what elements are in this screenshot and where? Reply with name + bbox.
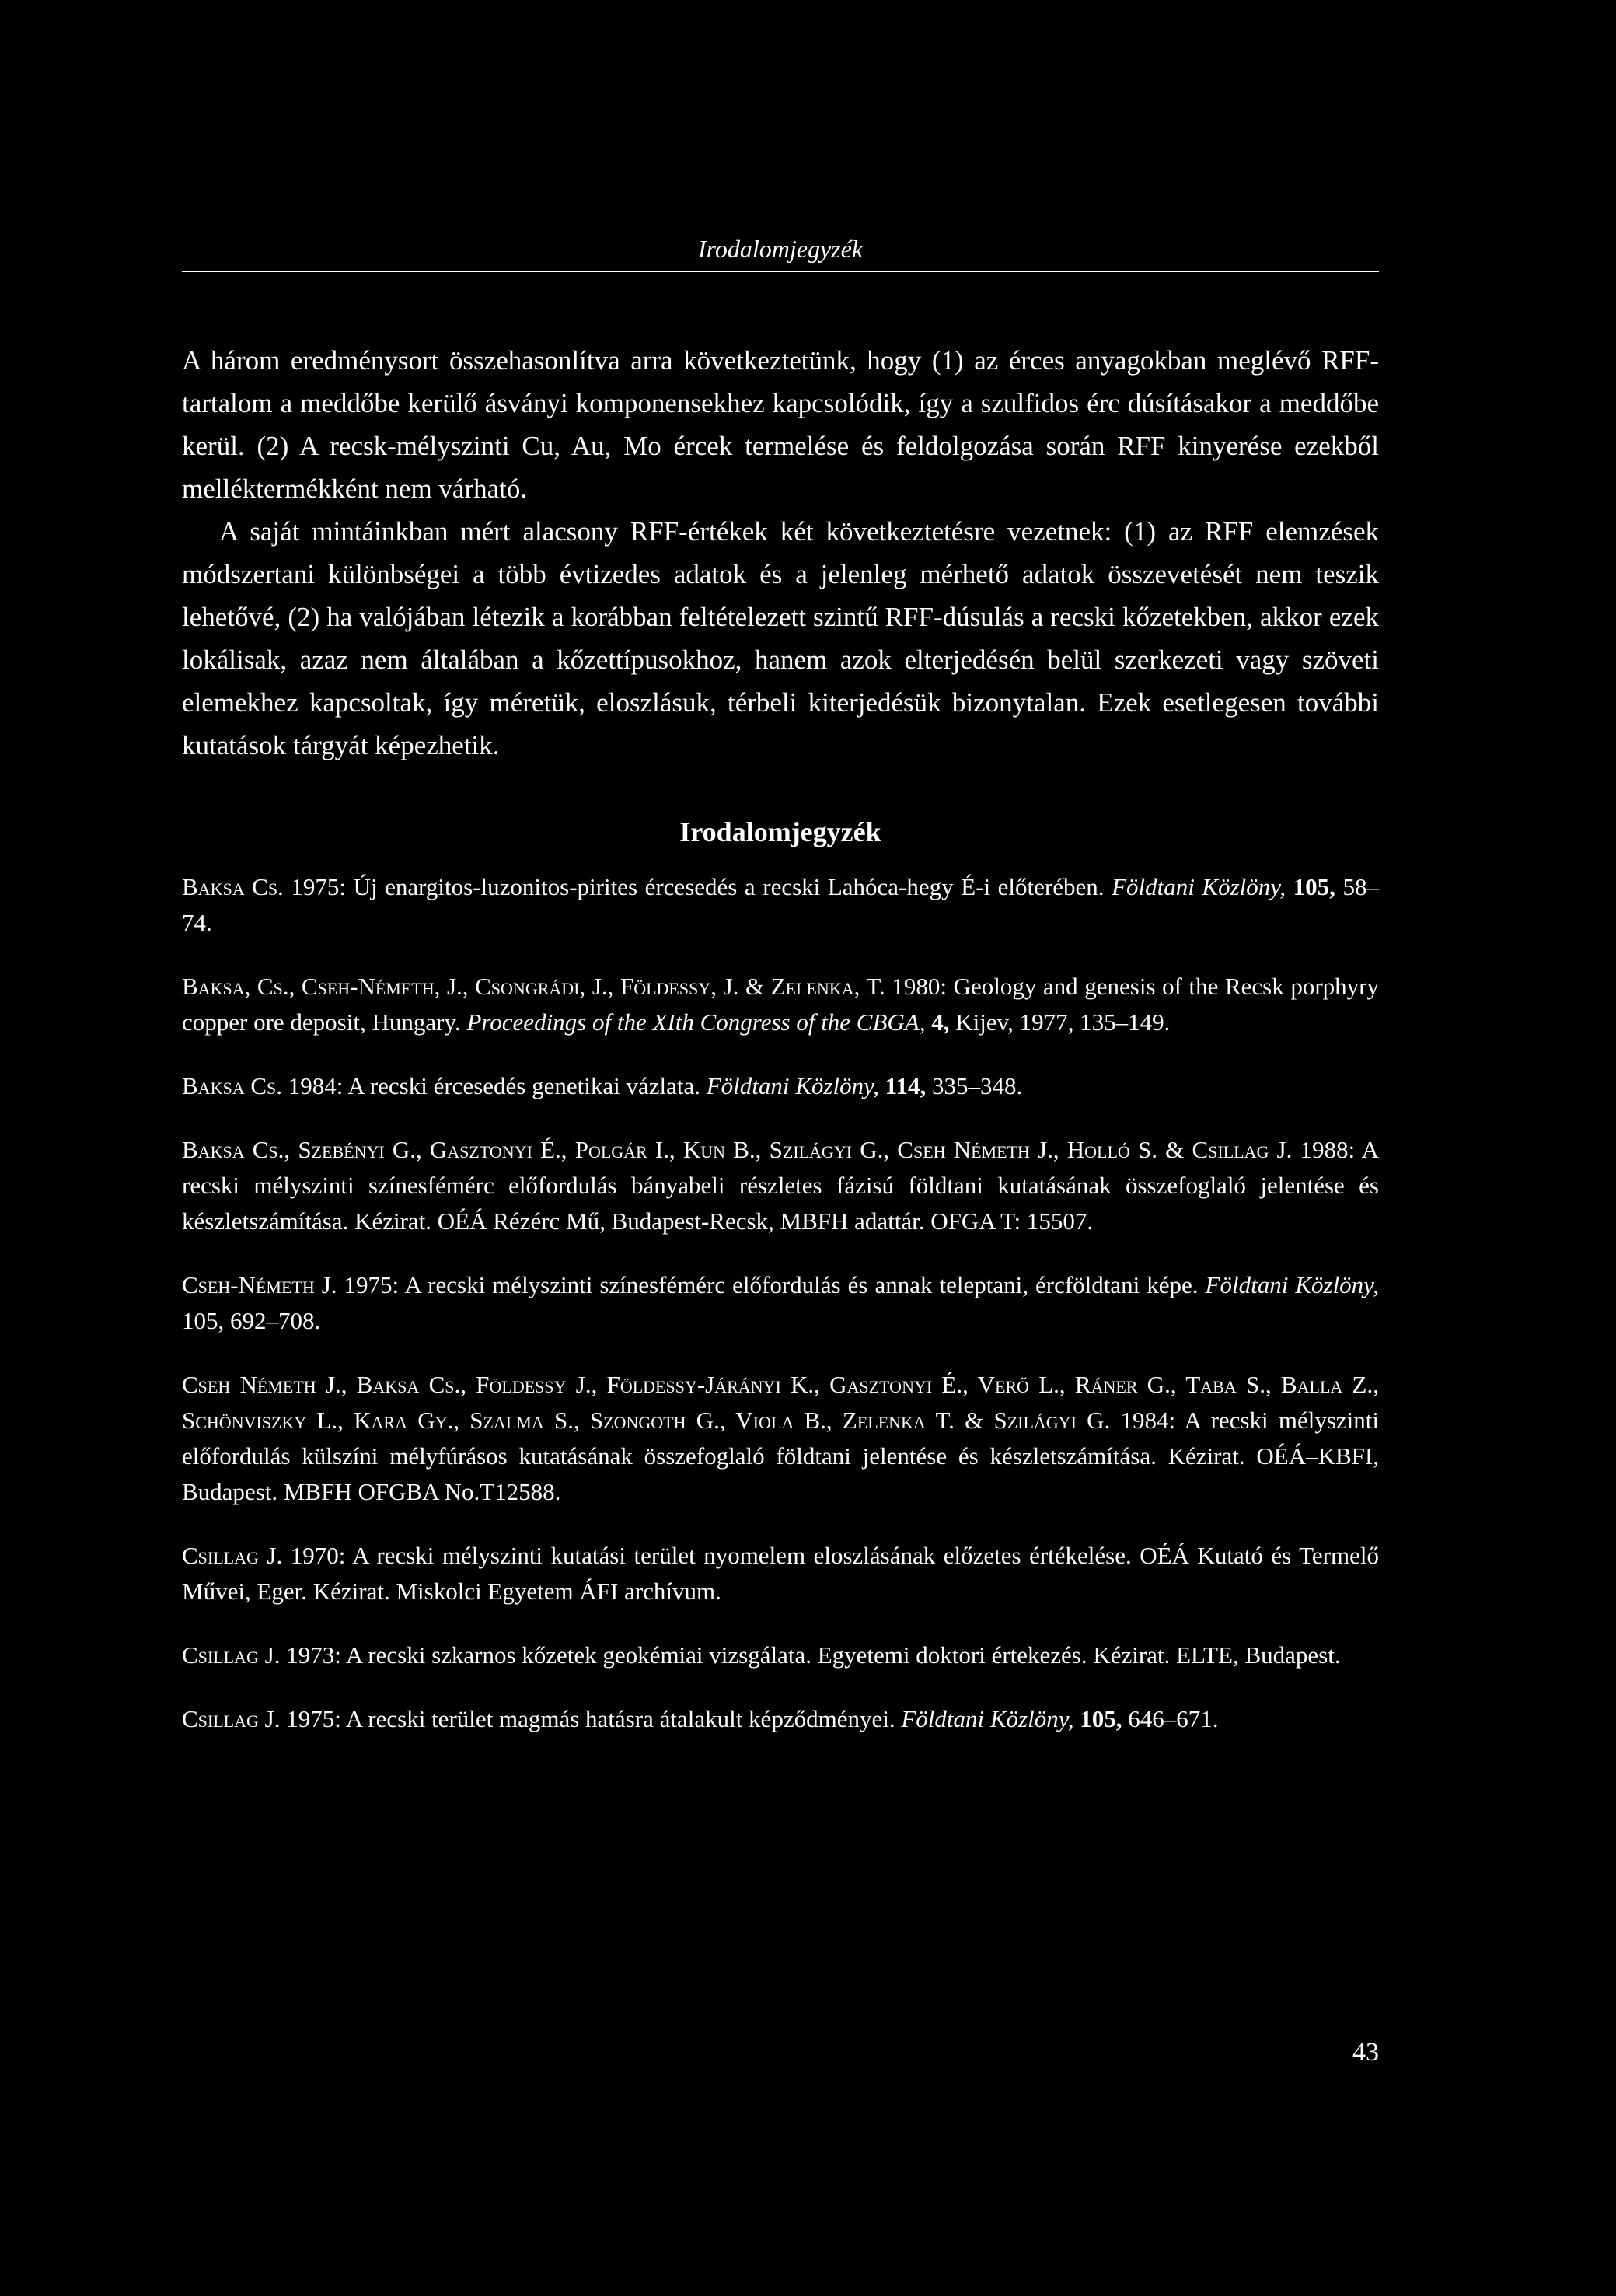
- reference-text: 1975: Új enargitos-luzonitos-pirites ércesedés a recski Lahóca-hegy É-i előterében.: [283, 873, 1112, 900]
- reference-journal: Földtani Közlöny,: [1205, 1271, 1379, 1298]
- reference-item: [182, 1538, 1379, 1609]
- reference-item: [182, 1068, 1379, 1104]
- reference-text: 1980: Geology and genesis of the Recsk porphyry copper ore deposit, Hungary.: [182, 973, 1379, 1036]
- reference-authors: Csillag J.: [182, 1705, 281, 1732]
- reference-item: [182, 969, 1379, 1040]
- reference-volume: 105,: [1286, 873, 1335, 900]
- reference-authors: Baksa Cs., Szebényi G., Gasztonyi É., Polgár I., Kun B., Szilágyi G., Cseh Németh J., Holló S. & Csillag J.: [182, 1136, 1293, 1163]
- reference-authors: Baksa Cs.: [182, 1072, 282, 1099]
- reference-authors: Baksa Cs.: [182, 873, 284, 900]
- running-header: Irodalomjegyzék: [182, 233, 1379, 272]
- reference-text: 1975: A recski mélyszinti színesfémérc előfordulás és annak teleptani, ércföldtani képe.: [337, 1271, 1206, 1298]
- reference-pages: 335–348.: [926, 1072, 1023, 1099]
- reference-journal: Földtani Közlöny,: [706, 1072, 879, 1099]
- reference-item: [182, 1637, 1379, 1673]
- reference-pages: 646–671.: [1122, 1705, 1219, 1732]
- reference-item: [182, 1367, 1379, 1510]
- reference-pages: 105, 692–708.: [182, 1307, 321, 1334]
- reference-item: [182, 1132, 1379, 1239]
- reference-pages: Kijev, 1977, 135–149.: [949, 1008, 1171, 1036]
- page-number: 43: [1352, 2038, 1379, 2067]
- reference-journal: Földtani Közlöny,: [901, 1705, 1074, 1732]
- reference-text: 1984: A recski ércesedés genetikai vázlata.: [282, 1072, 707, 1099]
- body-paragraph-2: A saját mintáinkban mért alacsony RFF-értékek két következtetésre vezetnek: (1) az RFF elemzések módszertani különbségei a több évtizedes adatok és a jelenleg mérhető adatok összevetését nem teszik lehetővé, (2) ha valójában létezik a korábban feltételezett szintű RFF-dúsulás a recski kőzetekben, akkor ezek lokálisak, azaz nem általában a kőzettípusokhoz, hanem azok elterjedésén belül szerkezeti vagy szöveti elemekhez kapcsoltak, így méretük, eloszlásuk, térbeli kiterjedésük bizonytalan. Ezek esetlegesen további kutatások tárgyát képezhetik.: [182, 516, 1379, 760]
- reference-authors: Csillag J.: [182, 1542, 283, 1569]
- reference-text: 1970: A recski mélyszinti kutatási terület nyomelem eloszlásának előzetes értékelése. OÉÁ Kutató és Termelő Művei, Eger. Kézirat. Miskolci Egyetem ÁFI archívum.: [182, 1542, 1379, 1605]
- page-content: [182, 233, 1379, 1765]
- reference-authors: Csillag J.: [182, 1641, 281, 1669]
- reference-text: 1984: A recski mélyszinti előfordulás külszíni mélyfúrásos kutatásának összefoglaló földtani jelentése és készletszámítása. Kézirat. OÉÁ–KBFI, Budapest. MBFH OFGBA No.T12588.: [182, 1407, 1379, 1505]
- reference-list: [182, 869, 1379, 1737]
- reference-journal: Proceedings of the XIth Congress of the CBGA,: [466, 1008, 926, 1036]
- reference-text: 1975: A recski terület magmás hatásra átalakult képződményei.: [280, 1705, 902, 1732]
- reference-authors: Cseh-Németh J.: [182, 1271, 337, 1298]
- reference-volume: 114,: [878, 1072, 927, 1099]
- reference-authors: Cseh Németh J., Baksa Cs., Földessy J., Földessy-Járányi K., Gasztonyi É., Verő L., Ráner G., Taba S., Balla Z., Schönviszky L., Kara Gy., Szalma S., Szongoth G., Viola B., Zelenka T. & Szilágyi G.: [182, 1371, 1379, 1434]
- reference-authors: Baksa, Cs., Cseh-Németh, J., Csongrádi, J., Földessy, J. & Zelenka, T.: [182, 973, 885, 1000]
- body-paragraph-1: A három eredménysort összehasonlítva arra következtetünk, hogy (1) az érces anyagokban meglévő RFF-tartalom a meddőbe kerülő ásványi komponensekhez kapcsolódik, így a szulfidos érc dúsításakor a meddőbe kerül. (2) A recsk-mélyszinti Cu, Au, Mo ércek termelése és feldolgozása során RFF kinyerése ezekből melléktermékként nem várható.: [182, 345, 1379, 504]
- reference-text: 1988: A recski mélyszinti színesfémérc előfordulás bányabeli részletes fázisú földtani kutatásának összefoglaló jelentése és készletszámítása. Kézirat. OÉÁ Rézérc Mű, Budapest-Recsk, MBFH adattár. OFGA T: 15507.: [182, 1136, 1379, 1235]
- reference-item: [182, 1267, 1379, 1339]
- reference-volume: 4,: [925, 1008, 950, 1036]
- reference-text: 1973: A recski szkarnos kőzetek geokémiai vizsgálata. Egyetemi doktori értekezés. Kézirat. ELTE, Budapest.: [280, 1641, 1341, 1669]
- reference-item: [182, 1701, 1379, 1737]
- reference-journal: Földtani Közlöny,: [1112, 873, 1286, 900]
- section-title: Irodalomjegyzék: [679, 816, 881, 847]
- reference-volume: 105,: [1073, 1705, 1122, 1732]
- reference-item: [182, 869, 1379, 941]
- body-text: [182, 339, 1379, 767]
- reference-pages: 58–74.: [182, 873, 1379, 936]
